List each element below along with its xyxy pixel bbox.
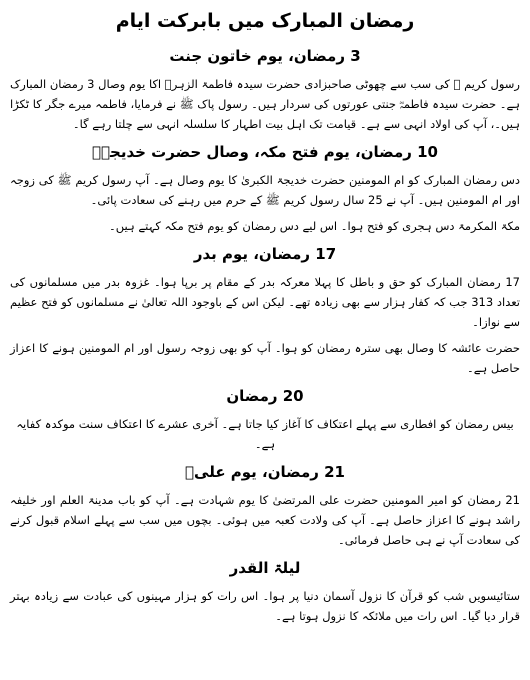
section-3-ramadan <box>10 44 520 134</box>
section-heading: 17 رمضان، یوم بدر <box>193 245 337 263</box>
section-paragraph: رسول کریم ﷺ کی سب سے چھوٹی صاحبزادی حضرت سیدہ فاطمۃ الزہرؓ اکا یوم وصال 3 رمضان المبارک ہے۔ حضرت سیدہ فاطمہؓ جنتی عورتوں کی سردار ہیں۔ رسول پاک ﷺ نے فرمایا، فاطمہ میرے جگر کا ٹکڑا ہیں۔، آپ کی اولاد انہی سے ہے۔ قیامت تک اہل بیت اطہار کا سلسلہ انہی سے چلتا رہے گا۔ <box>10 77 520 131</box>
section-paragraph: 21 رمضان کو امیر المومنین حضرت علی المرتضیٰ کا یوم شہادت ہے۔ آپ کو باب مدینۃ العلم اور خلیفہ راشد ہونے کا اعزاز حاصل ہے۔ آپ کی ولادت کعبہ میں ہوئی۔ بچوں میں سب سے پہلے اسلام قبول کرنے کی سعادت آپ نے ہی حاصل فرمائی۔ <box>10 493 520 547</box>
section-21-ramadan <box>10 460 520 550</box>
section-heading: 21 رمضان، یوم علیؓ <box>185 463 345 481</box>
section-laylat-al-qadr <box>10 556 520 626</box>
section-heading: 20 رمضان <box>226 387 304 405</box>
section-17-ramadan <box>10 242 520 378</box>
document-title: رمضان المبارک میں بابرکت ایام <box>115 10 415 32</box>
section-paragraph: حضرت عائشہ کا وصال بھی سترہ رمضان کو ہوا۔ آپ کو بھی زوجہ رسول اور ام المومنین ہونے کا اعزاز حاصل ہے۔ <box>10 341 520 375</box>
section-paragraph: مکۃ المکرمۃ دس ہجری کو فتح ہوا۔ اس لیے دس رمضان کو یوم فتح مکہ کہتے ہیں۔ <box>109 219 520 233</box>
section-paragraph: بیس رمضان کو افطاری سے پہلے اعتکاف کا آغاز کیا جاتا ہے۔ آخری عشرے کا اعتکاف سنت موکدہ کفایہ ہے۔ <box>16 417 514 451</box>
section-10-ramadan <box>10 140 520 236</box>
section-paragraph: دس رمضان المبارک کو ام المومنین حضرت خدیجۃ الکبریٰ کا یوم وصال ہے۔ آپ رسول کریم ﷺ کی زوجہ اور ام المومنین ہیں۔ آپ نے 25 سال رسول کریم ﷺ کے حرم میں رہنے کی سعادت پائی۔ <box>10 173 520 207</box>
section-paragraph: ستائیسویں شب کو قرآن کا نزول آسمان دنیا پر ہوا۔ اس رات کو ہزار مہینوں کی عبادت سے زیادہ بہتر قرار دیا گیا۔ اس رات میں ملائکہ کا نزول ہوتا ہے۔ <box>10 589 520 623</box>
section-paragraph: 17 رمضان المبارک کو حق و باطل کا پہلا معرکہ بدر کے مقام پر برپا ہوا۔ غزوہ بدر میں مسلمانوں کی تعداد 313 جب کہ کفار ہزار سے بھی زیادہ تھے۔ لیکن اس کے باوجود اللہ تعالیٰ نے مسلمانوں کو فتح عظیم سے نوازا۔ <box>10 275 520 329</box>
section-heading: 3 رمضان، یوم خاتون جنت <box>169 47 361 65</box>
section-20-ramadan <box>10 384 520 454</box>
section-heading: 10 رمضان، یوم فتح مکہ، وصال حضرت خدیجہؓ <box>92 143 438 161</box>
section-heading: لیلۃ القدر <box>229 559 301 577</box>
